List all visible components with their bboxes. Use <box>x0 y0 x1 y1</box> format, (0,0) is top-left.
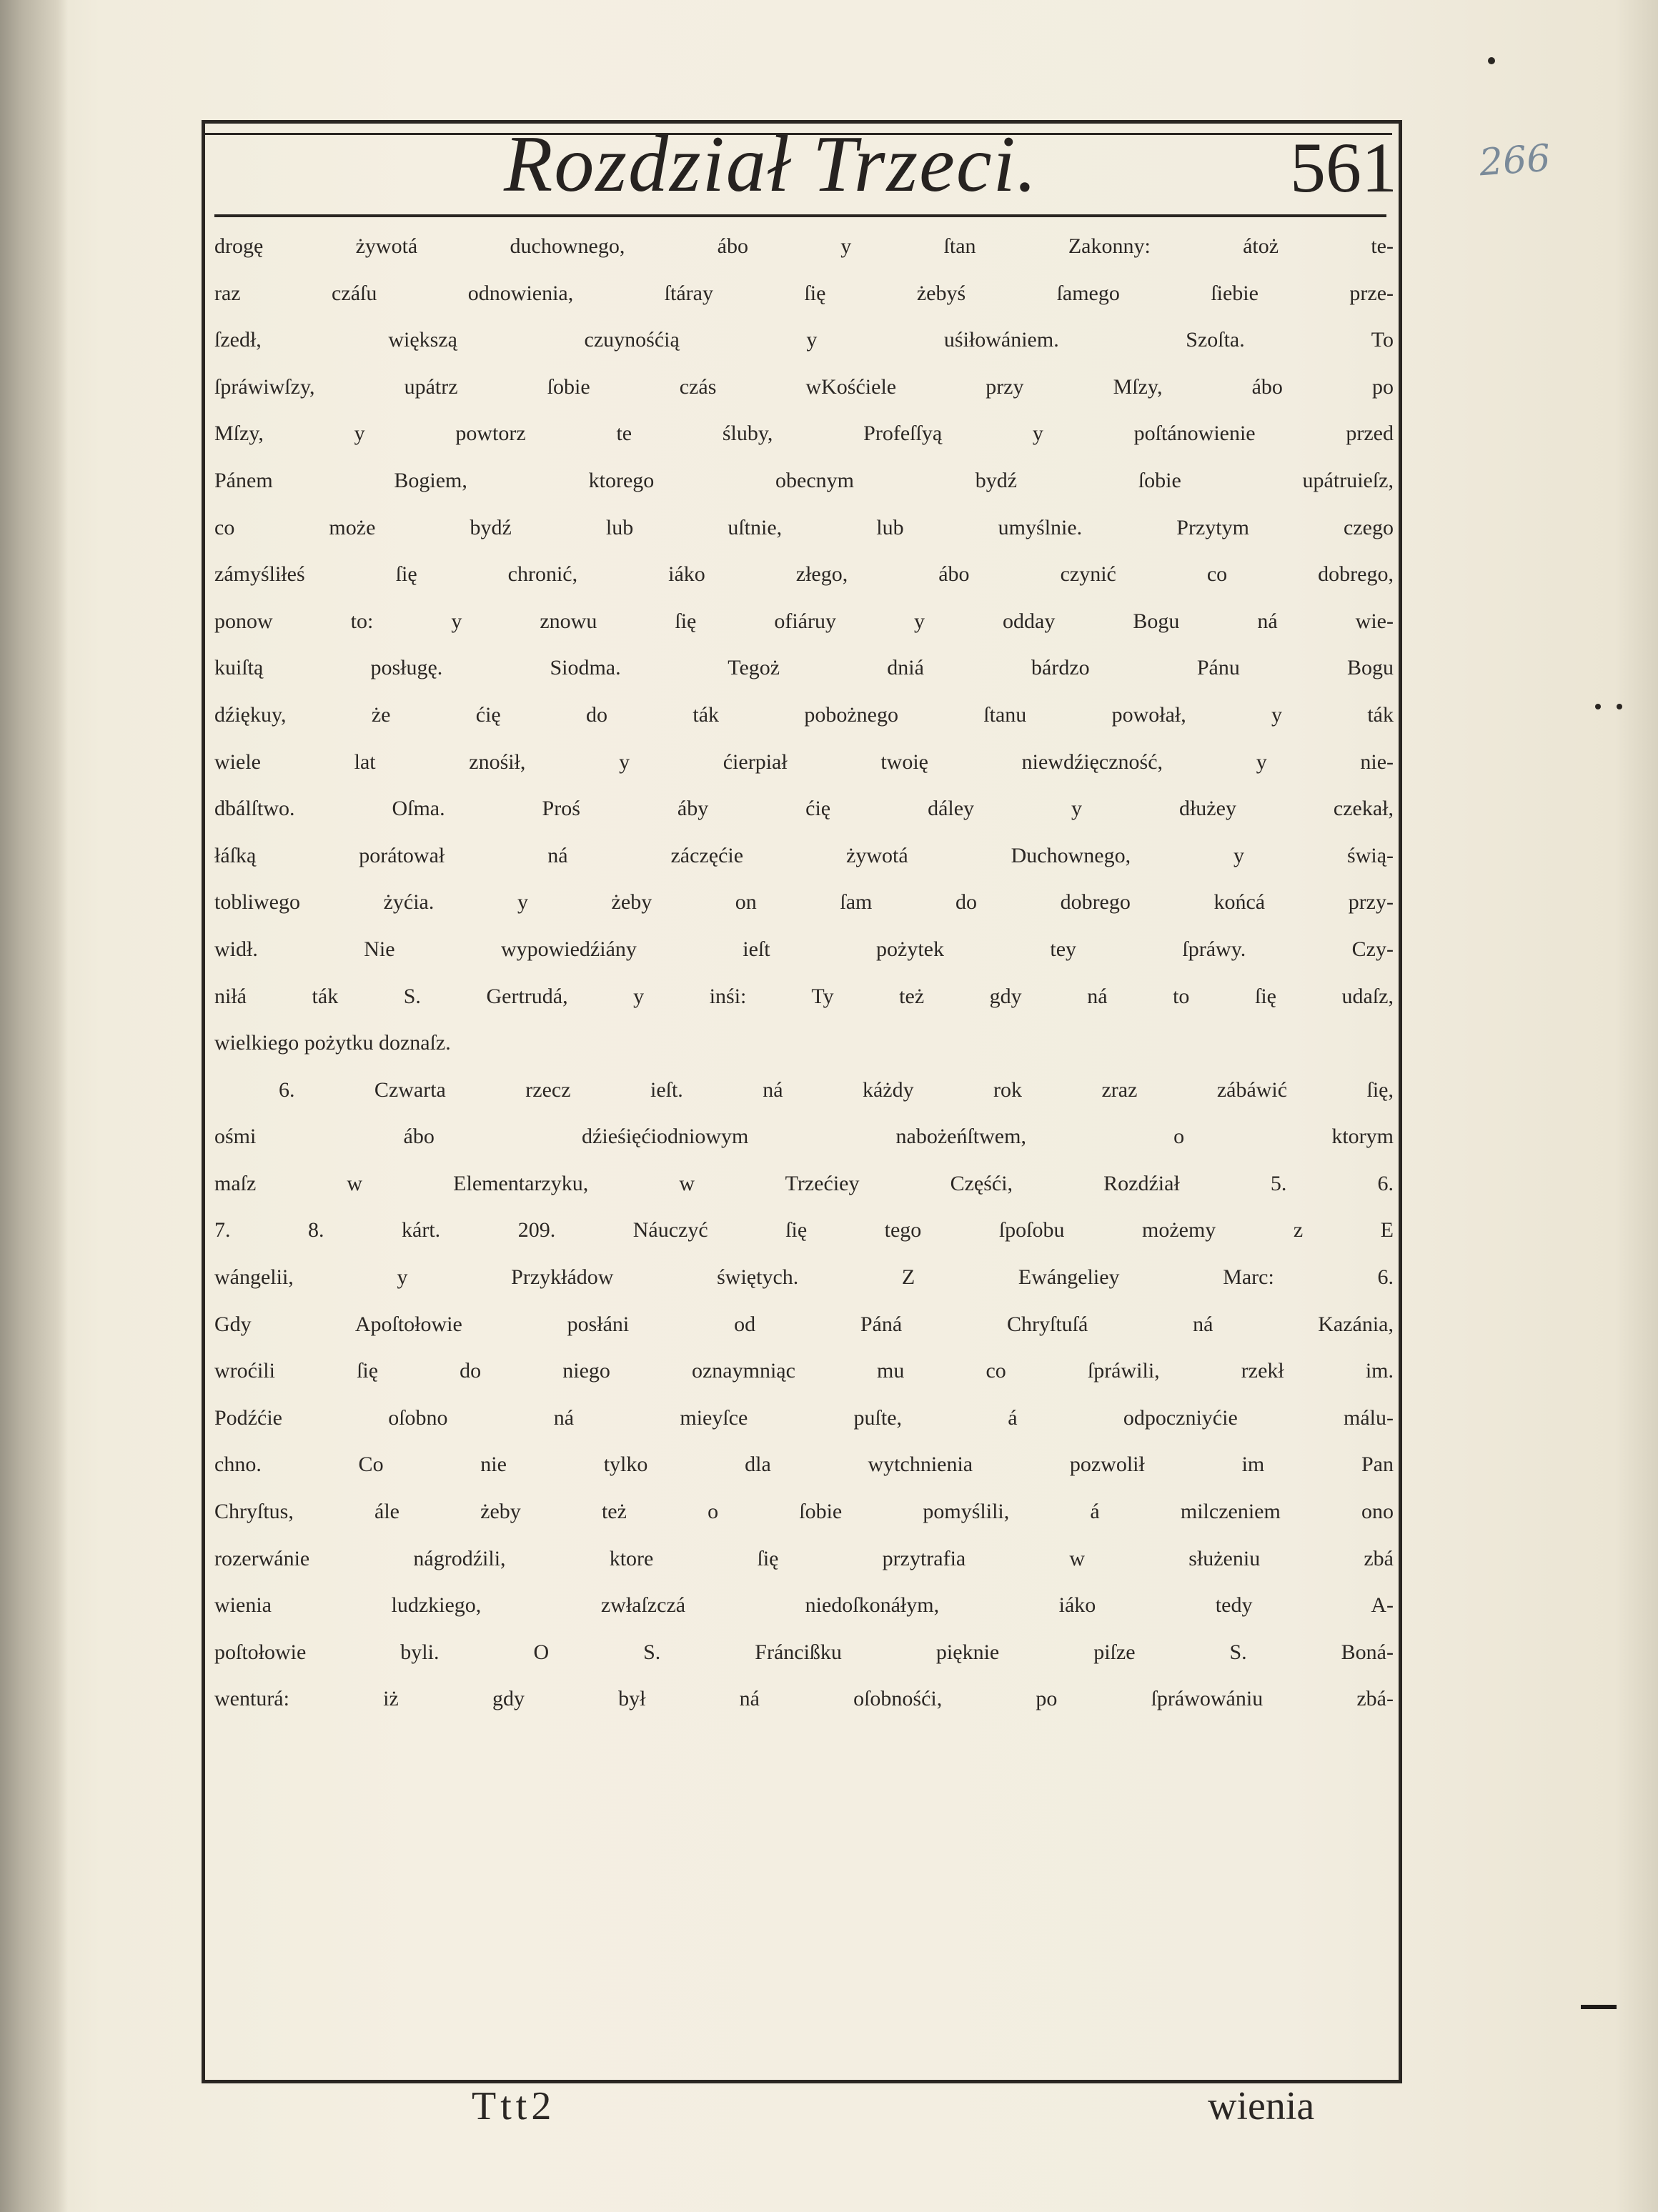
text-line: ośmi ábo dźieśięćiodniowym nabożeńſtwem, o ktorym <box>214 1125 1394 1149</box>
text-line: rozerwánie nágrodźili, ktore ſię przytrafia w służeniu zbá <box>214 1546 1394 1570</box>
text-line: widł. Nie wypowiedźiány ieſt pożytek tey ſpráwy. Czy- <box>214 937 1394 961</box>
text-line: dźiękuy, że ćię do ták pobożnego ſtanu powołał, y ták <box>214 702 1394 727</box>
catchword: wienia <box>1208 2084 1315 2128</box>
text-line: wielkiego pożytku doznaſz. <box>214 1031 451 1055</box>
ink-speck <box>1595 704 1601 709</box>
ink-speck <box>1488 57 1495 64</box>
book-gutter <box>0 0 68 2212</box>
text-line: wiele lat znośił, y ćierpiał twoię niewdźięczność, y nie- <box>214 749 1394 774</box>
text-line: Mſzy, y powtorz te śluby, Profeſſyą y poſtánowienie przed <box>214 422 1394 446</box>
text-line: zámyśliłeś ſię chronić, iáko złego, ábo czynić co dobrego, <box>214 562 1394 587</box>
text-line: wángelii, y Przykłádow świętych. Z Ewángeliey Marc: 6. <box>214 1265 1394 1290</box>
body-text <box>214 223 1394 1723</box>
text-line: ſzedł, większą czuynośćią y uśiłowániem. Szoſta. To <box>214 328 1394 352</box>
text-line: wroćili ſię do niego oznaymniąc mu co ſpráwili, rzekł im. <box>214 1359 1394 1383</box>
text-line: 7. 8. kárt. 209. Náuczyć ſię tego ſpoſobu możemy z E <box>214 1218 1394 1242</box>
page-number: 561 <box>1290 128 1397 207</box>
handwritten-folio-number: 266 <box>1478 136 1552 185</box>
ink-speck <box>1617 704 1622 709</box>
text-line: dbálſtwo. Oſma. Proś áby ćię dáley y dłużey czekał, <box>214 797 1394 821</box>
text-line: Gdy Apoſtołowie posłáni od Páná Chryſtuſá ná Kazánia, <box>214 1312 1394 1336</box>
text-line: wienia ludzkiego, zwłaſzczá niedoſkonáłym, iáko tedy A- <box>214 1593 1394 1618</box>
running-title: Rozdział Trzeci. <box>504 120 1038 209</box>
text-line: maſz w Elementarzyku, w Trzećiey Częśći, Rozdźiał 5. 6. <box>214 1171 1394 1195</box>
text-line: kuiſtą posługę. Siodma. Tegoż dniá bárdzo Pánu Bogu <box>214 656 1394 680</box>
signature-mark: Ttt2 <box>472 2084 556 2128</box>
header-rule <box>214 214 1386 217</box>
text-line: ſpráwiwſzy, upátrz ſobie czás wKośćiele przy Mſzy, ábo po <box>214 374 1394 399</box>
text-line: raz czáſu odnowienia, ſtáray ſię żebyś ſamego ſiebie prze- <box>214 281 1394 305</box>
text-line: tobliwego żyćia. y żeby on ſam do dobrego końcá przy- <box>214 890 1394 915</box>
text-line: Pánem Bogiem, ktorego obecnym bydź ſobie upátruieſz, <box>214 468 1394 492</box>
text-line: poſtołowie byli. O S. Fráncißku pięknie piſze S. Boná- <box>214 1640 1394 1664</box>
text-line: łáſką porátował ná záczęćie żywotá Duchownego, y świą- <box>214 843 1394 867</box>
text-line: ponow to: y znowu ſię ofiáruy y odday Bogu ná wie- <box>214 609 1394 633</box>
text-line: wenturá: iż gdy był ná oſobnośći, po ſpráwowániu zbá- <box>214 1687 1394 1711</box>
text-line: Podźćie oſobno ná mieyſce puſte, á odpoczniyćie málu- <box>214 1405 1394 1430</box>
text-line: co może bydź lub uſtnie, lub umyślnie. Przytym czego <box>214 515 1394 539</box>
text-line: 6. Czwarta rzecz ieſt. ná káżdy rok zraz zábáwić ſię, <box>279 1077 1394 1102</box>
text-line: drogę żywotá duchownego, ábo y ſtan Zakonny: átoż te- <box>214 234 1394 258</box>
text-line: niłá ták S. Gertrudá, y inśi: Ty też gdy ná to ſię udaſz, <box>214 984 1394 1008</box>
text-line: Chryſtus, ále żeby też o ſobie pomyślili, á milczeniem ono <box>214 1500 1394 1524</box>
margin-mark <box>1581 2005 1617 2009</box>
text-line: chno. Co nie tylko dla wytchnienia pozwolił im Pan <box>214 1453 1394 1477</box>
